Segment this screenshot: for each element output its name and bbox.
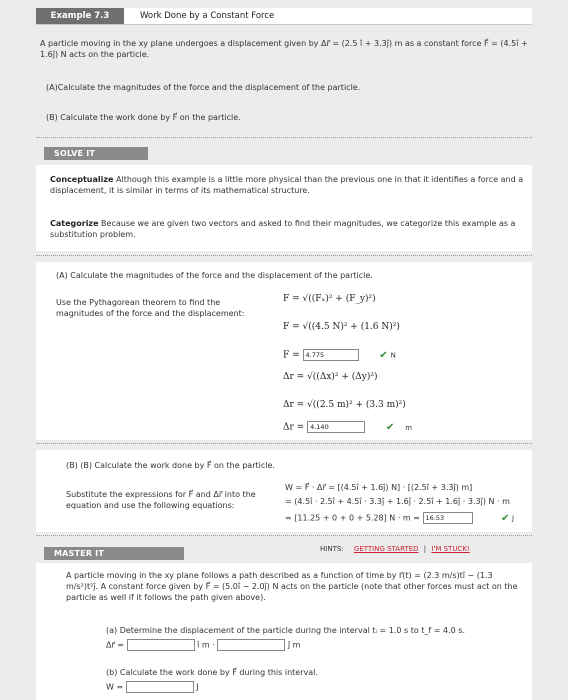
hints-row bbox=[320, 545, 470, 553]
displacement-answer-field[interactable]: 4.140 bbox=[307, 421, 365, 433]
solve-it-bar: SOLVE IT bbox=[44, 147, 148, 160]
master-answer-b-row bbox=[106, 681, 199, 693]
master-it-bar: MASTER IT bbox=[44, 547, 184, 560]
force-lhs: F = bbox=[283, 350, 300, 361]
answer-a-lhs: Δr⃗ = bbox=[106, 640, 125, 650]
displacement-unit: m bbox=[405, 423, 413, 432]
master-problem-text: A particle moving in the xy plane follows a path described as a function of time by r⃗(t) = (2.3 m/s)tî − (1.3 m/s²)t²ĵ. A constant force given by F⃗ = (5.0î − 2.0ĵ) N acts on the particle (note that other forces must act on the particle as well if it follows the path given above). bbox=[66, 571, 518, 602]
eq-force-substituted: F = √((4.5 N)² + (1.6 N)²) bbox=[283, 322, 400, 332]
work-field[interactable] bbox=[126, 681, 194, 693]
example-tag: Example 7.3 bbox=[36, 8, 124, 24]
eq-displacement-magnitude: Δr = √((Δx)² + (Δy)²) bbox=[283, 372, 378, 382]
eq-force-magnitude: F = √((Fₓ)² + (F_y)²) bbox=[283, 294, 376, 304]
work-line-2: = (4.5î · 2.5î + 4.5î · 3.3ĵ + 1.6ĵ · 2.5î + 1.6ĵ · 3.3ĵ) N · m bbox=[285, 497, 510, 506]
hint-getting-started-link[interactable]: GETTING STARTED bbox=[353, 545, 419, 553]
displacement-i-field[interactable] bbox=[127, 639, 195, 651]
answer-a-j-unit: ĵ m bbox=[287, 640, 301, 650]
part-a-heading: (A) Calculate the magnitudes of the force and the displacement of the particle. bbox=[56, 271, 373, 280]
work-unit: J bbox=[511, 514, 515, 523]
categorize-label: Categorize bbox=[50, 219, 99, 228]
part-b-instruction: Substitute the expressions for F⃗ and Δr⃗ into the equation and use the following equations: bbox=[66, 490, 256, 510]
force-answer-field[interactable]: 4.775 bbox=[303, 349, 359, 361]
categorize-paragraph bbox=[50, 218, 526, 240]
part-a-instruction: Use the Pythagorean theorem to find the magnitudes of the force and the displacement: bbox=[56, 298, 245, 318]
work-line-1: W = F⃗ · Δr⃗ = [(4.5î + 1.6ĵ) N] · [(2.5î + 3.3ĵ) m] bbox=[285, 483, 473, 492]
conceptualize-paragraph bbox=[50, 174, 526, 196]
work-line-3 bbox=[285, 512, 514, 525]
eq-force-result bbox=[283, 349, 396, 361]
check-icon: ✔ bbox=[379, 349, 388, 361]
answer-b-lhs: W = bbox=[106, 682, 124, 692]
displacement-j-field[interactable] bbox=[217, 639, 285, 651]
problem-statement: A particle moving in the xy plane undergoes a displacement given by Δr⃗ = (2.5 î + 3.3ĵ) m as a constant force F⃗ = (4.5î + 1.6ĵ) N acts on the particle. bbox=[40, 39, 528, 59]
divider bbox=[36, 443, 532, 444]
answer-b-unit: J bbox=[196, 682, 199, 692]
divider bbox=[36, 255, 532, 256]
answer-a-i-unit: î m · bbox=[197, 640, 215, 650]
conceptualize-text: Although this example is a little more physical than the previous one in that it identifies a force and a displacement, it is similar in terms of its mathematical structure. bbox=[50, 175, 524, 195]
master-answer-a-row bbox=[106, 639, 300, 651]
conceptualize-label: Conceptualize bbox=[50, 175, 114, 184]
problem-part-b: (B) Calculate the work done by F⃗ on the particle. bbox=[46, 113, 241, 122]
hint-separator: | bbox=[423, 545, 427, 553]
example-title: Work Done by a Constant Force bbox=[140, 11, 275, 21]
master-question-a: (a) Determine the displacement of the particle during the interval tᵢ = 1.0 s to t_f = 4.0 s. bbox=[106, 626, 465, 635]
hints-label: HINTS: bbox=[320, 545, 344, 553]
divider bbox=[36, 535, 532, 536]
eq-displacement-result bbox=[283, 421, 412, 433]
eq-displacement-substituted: Δr = √((2.5 m)² + (3.3 m)²) bbox=[283, 400, 406, 410]
problem-part-a: (A)Calculate the magnitudes of the force and the displacement of the particle. bbox=[46, 83, 361, 92]
example-header bbox=[36, 8, 532, 25]
displacement-lhs: Δr = bbox=[283, 422, 305, 433]
part-b-heading: (B) (B) Calculate the work done by F⃗ on the particle. bbox=[66, 461, 275, 470]
divider bbox=[36, 137, 532, 138]
force-unit: N bbox=[390, 351, 396, 360]
check-icon: ✔ bbox=[501, 512, 510, 524]
work-answer-field[interactable]: 16.53 bbox=[423, 512, 473, 524]
work-line-3-prefix: = [11.25 + 0 + 0 + 5.28] N · m = bbox=[285, 513, 420, 523]
hint-stuck-link[interactable]: I'M STUCK! bbox=[431, 545, 470, 553]
check-icon: ✔ bbox=[385, 421, 395, 433]
master-question-b: (b) Calculate the work done by F⃗ during this interval. bbox=[106, 668, 318, 677]
categorize-text: Because we are given two vectors and asked to find their magnitudes, we categorize this example as a substitution problem. bbox=[50, 219, 516, 239]
